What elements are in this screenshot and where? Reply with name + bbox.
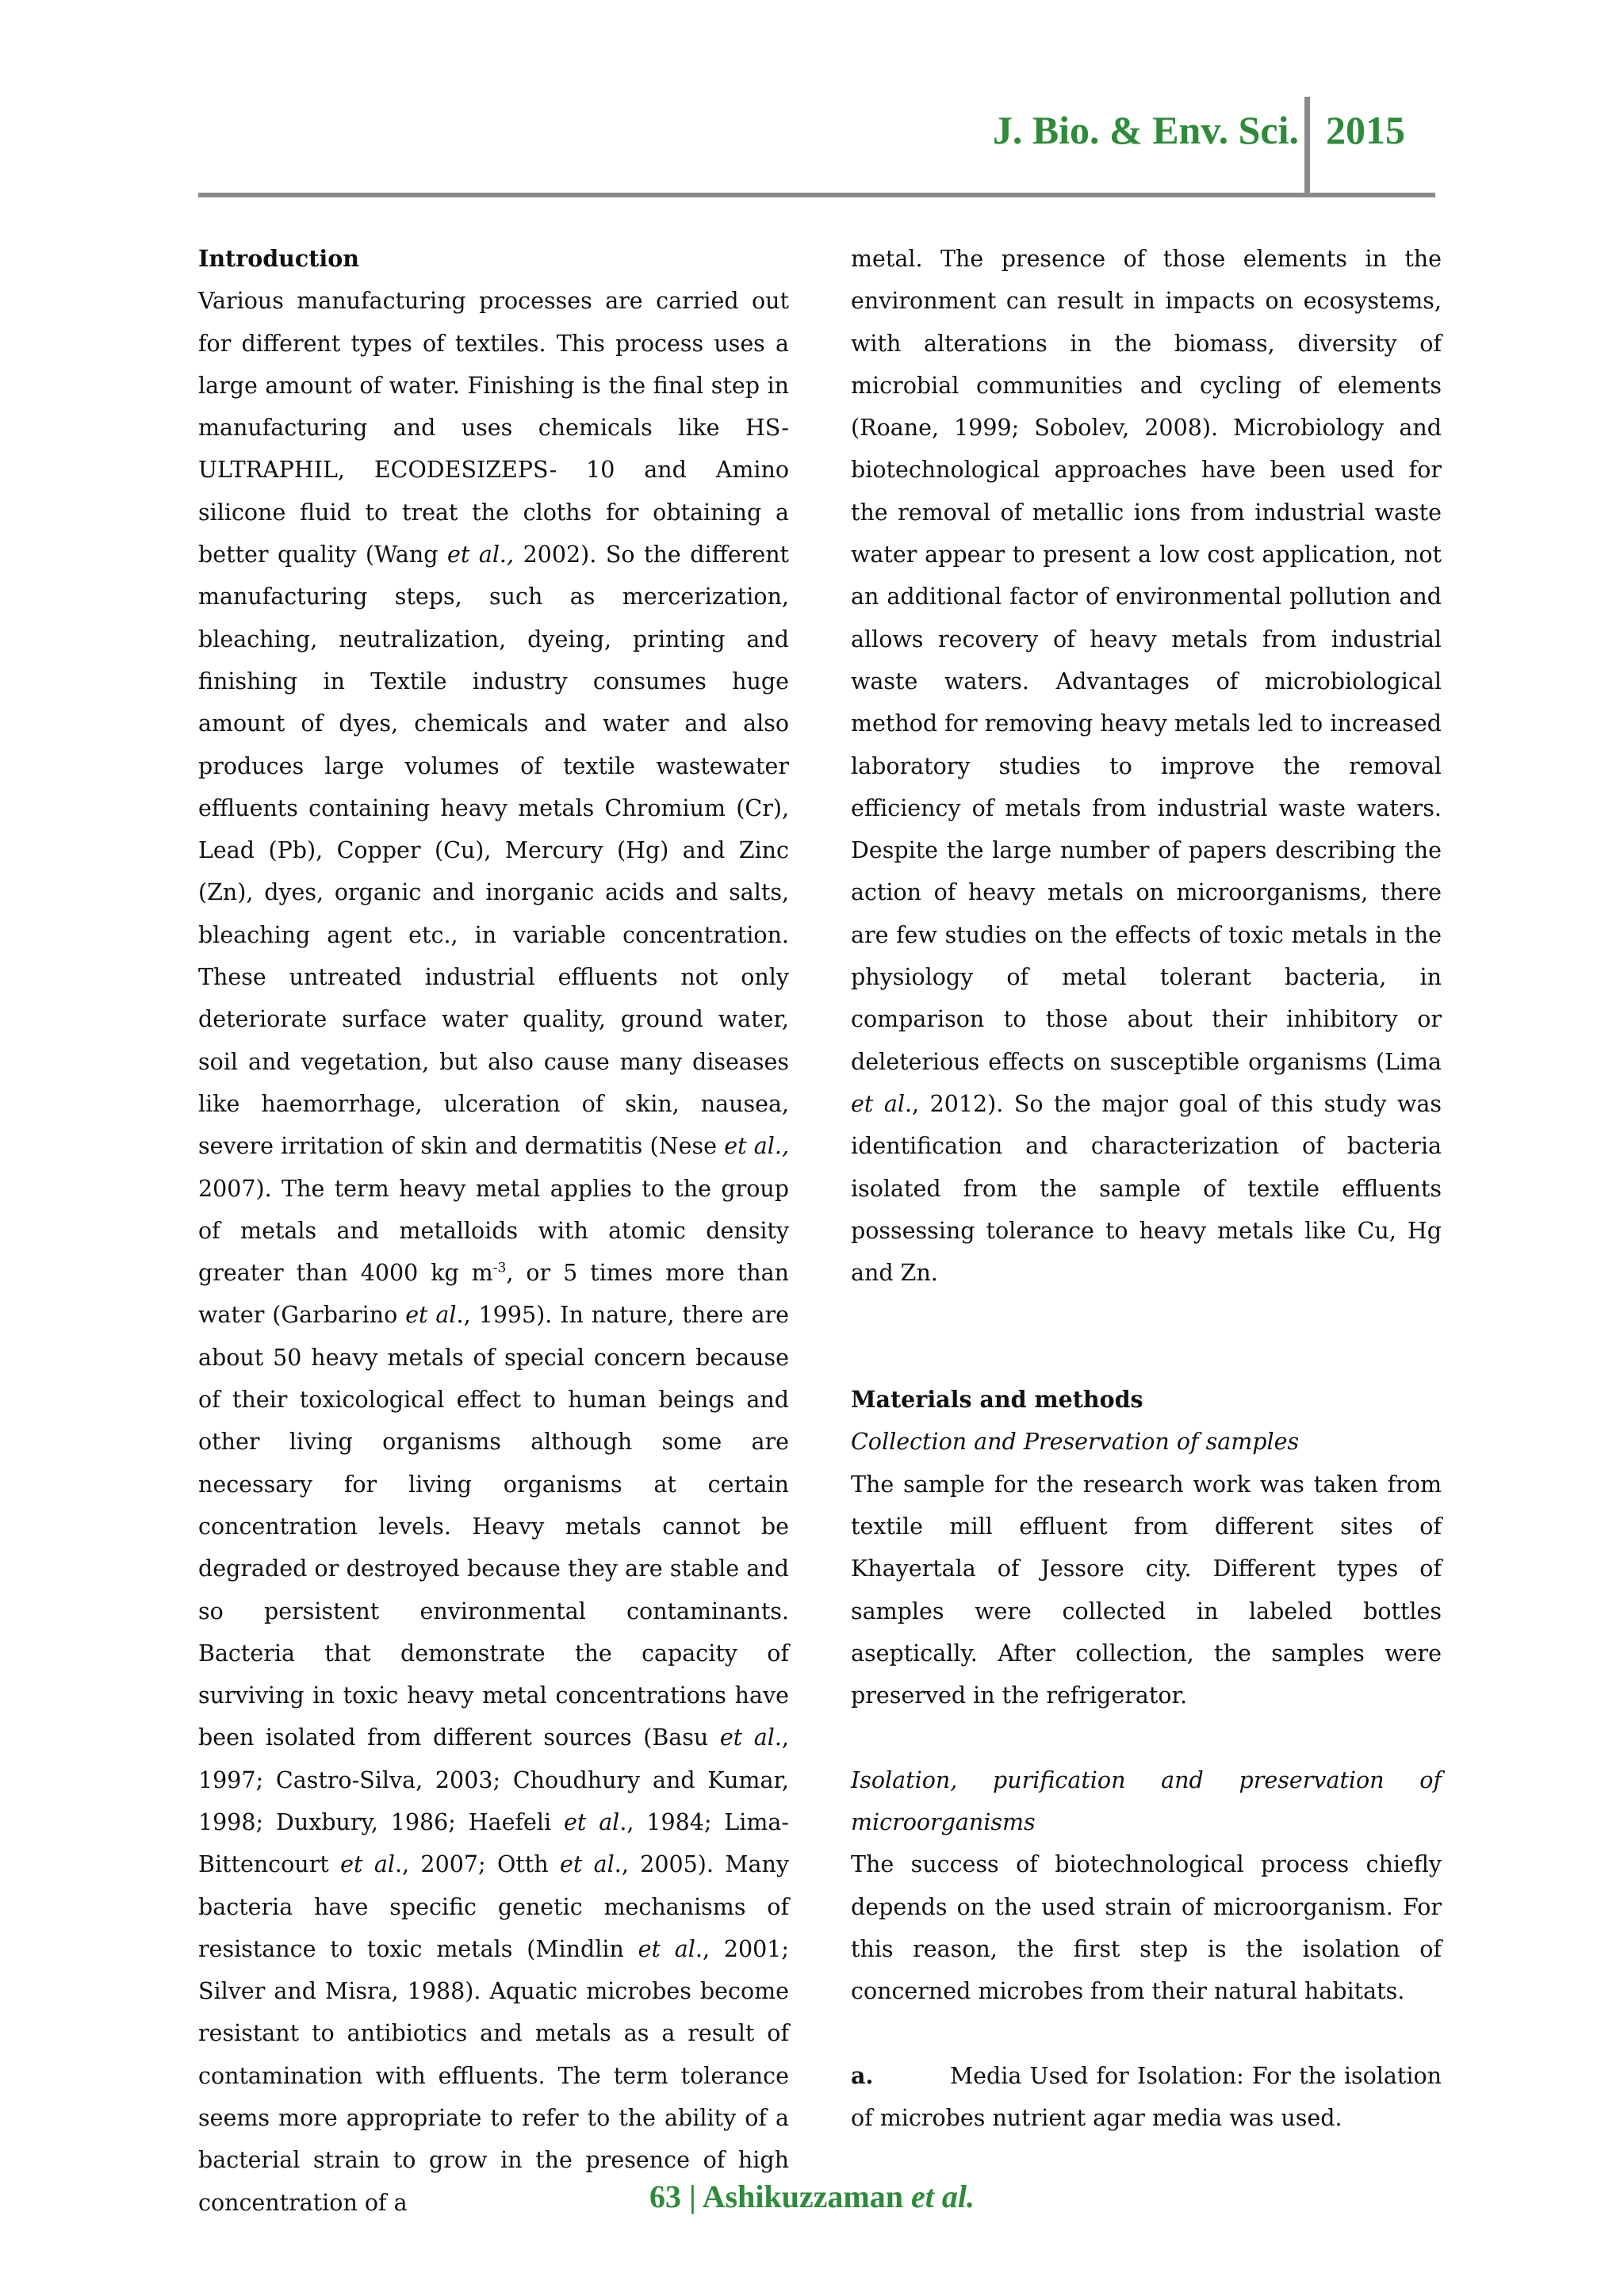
- introduction-heading: Introduction: [198, 245, 359, 272]
- isolation-subheading: Isolation, purification and preservation of microorganisms: [851, 1766, 1442, 1835]
- isolation-paragraph: The success of biotechnological process chiefly depends on the used strain of microorganism. For this reason, the first step is the isolation of concerned microbes from their natural habitats.: [851, 1851, 1442, 2005]
- introduction-paragraph: Various manufacturing processes are carried out for different types of textiles. This process uses a large amount of water. Finishing is the final step in manufacturing and uses chemicals like HS-ULTRAPHIL, ECODESIZEPS- 10 and Amino silicone fluid to treat the cloths for obtaining a better quality (Wang et al., 2002). So the different manufacturing steps, such as mercerization, bleaching, neutralization, dyeing, printing and finishing in Textile industry consumes huge amount of dyes, chemicals and water and also produces large volumes of textile wastewater effluents containing heavy metals Chromium (Cr), Lead (Pb), Copper (Cu), Mercury (Hg) and Zinc (Zn), dyes, organic and inorganic acids and salts, bleaching agent etc., in variable concentration. These untreated industrial effluents not only deteriorate surface water quality, ground water, soil and vegetation, but also cause many diseases like haemorrhage, ulceration of skin, nausea, severe irritation of skin and dermatitis (Nese et al., 2007). The term heavy metal applies to the group of metals and metalloids with atomic density greater than 4000 kg $m^{-3}$, or 5 times more than water (Garbarino et al., 1995). In nature, there are about 50 heavy metals of special concern because of their toxicological effect to human beings and other living organisms although some are necessary for living organisms at certain concentration levels. Heavy metals cannot be degraded or destroyed because they are stable and so persistent environmental contaminants. Bacteria that demonstrate the capacity of surviving in toxic heavy metal concentrations have been isolated from different sources (Basu et al., 1997; Castro-Silva, 2003; Choudhury and Kumar, 1998; Duxbury, 1986; Haefeli et al., 1984; Lima-Bittencourt et al., 2007; Otth et al., 2005). Many bacteria have specific genetic mechanisms of resistance to toxic metals (Mindlin et al., 2001; Silver and Misra, 1988). Aquatic microbes become resistant to antibiotics and metals as a result of contamination with effluents. The term tolerance seems more appropriate to refer to the ability of a bacterial strain to grow in the presence of high concentration of a: [198, 288, 789, 2216]
- item-label: a.: [851, 2061, 874, 2089]
- methods-heading: Materials and methods: [851, 1386, 1143, 1414]
- journal-year: 2015: [1326, 108, 1405, 152]
- left-column: [198, 238, 789, 2224]
- page-footer: 63 | Ashikuzzaman et al.: [649, 2179, 975, 2214]
- journal-name: J. Bio. & Env. Sci.: [992, 108, 1299, 152]
- introduction-continuation: metal. The presence of those elements in the environment can result in impacts on ecosystems, with alterations in the biomass, diversity of microbial communities and cycling of elements (Roane, 1999; Sobolev, 2008). Microbiology and biotechnological approaches have been used for the removal of metallic ions from industrial waste water appear to present a low cost application, not an additional factor of environmental pollution and allows recovery of heavy metals from industrial waste waters. Advantages of microbiological method for removing heavy metals led to increased laboratory studies to improve the removal efficiency of metals from industrial waste waters. Despite the large number of papers describing the action of heavy metals on microorganisms, there are few studies on the effects of toxic metals in the physiology of metal tolerant bacteria, in comparison to those about their inhibitory or deleterious effects on susceptible organisms (Lima et al., 2012). So the major goal of this study was identification and characterization of bacteria isolated from the sample of textile effluents possessing tolerance to heavy metals like Cu, Hg and Zn.: [851, 246, 1442, 1287]
- media-item: a. Media Used for Isolation: For the isolation of microbes nutrient agar media was used.: [851, 2055, 1442, 2140]
- collection-subheading: Collection and Preservation of samples: [851, 1429, 1300, 1456]
- right-column: [851, 238, 1442, 2139]
- collection-paragraph: The sample for the research work was taken from textile mill effluent from different sites of Khayertala of Jessore city. Different types of samples were collected in labeled bottles aseptically. After collection, the samples were preserved in the refrigerator.: [851, 1471, 1442, 1709]
- header-rule: [198, 193, 1435, 197]
- header-divider: [1304, 97, 1310, 197]
